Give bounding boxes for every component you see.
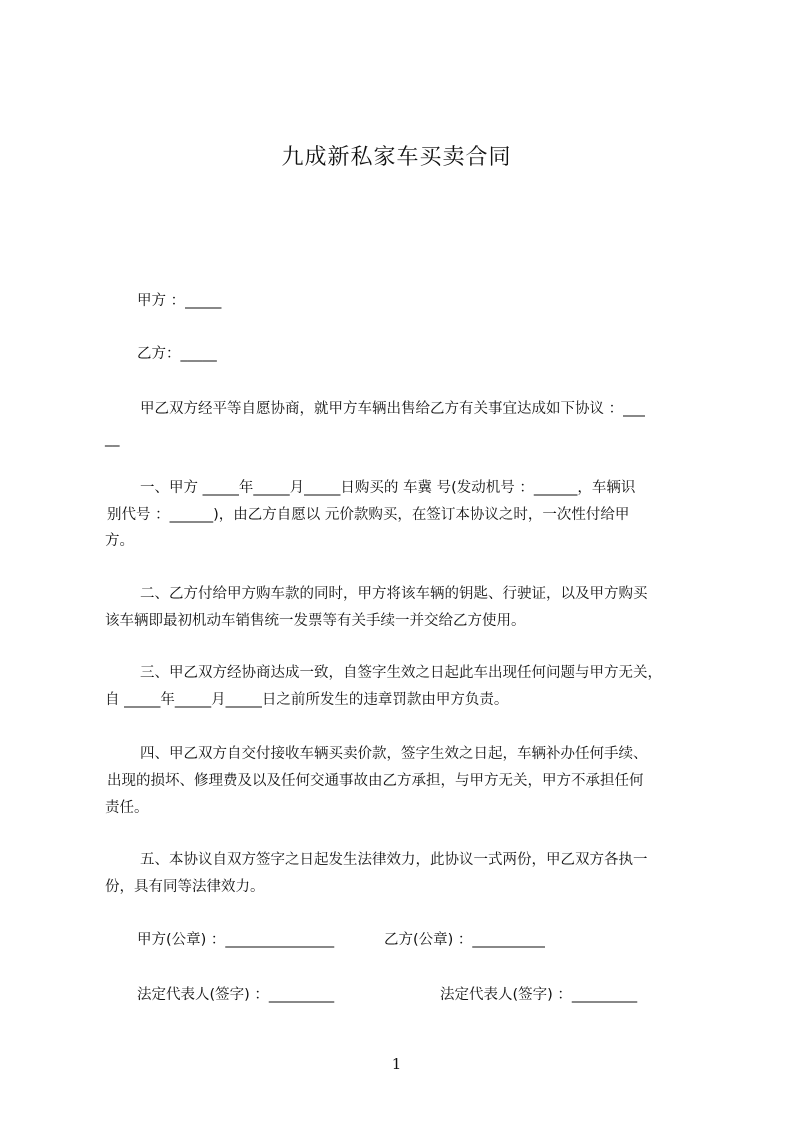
page-number: 1 [391, 1055, 402, 1073]
party-b-line: 乙方：_____ [137, 346, 217, 362]
clause-1-line-3: 方。 [105, 533, 134, 549]
clause-2-line-1: 二、乙方付给甲方购车款的同时，甲方将该车辆的钥匙、行驶证，以及甲方购买 [140, 586, 648, 602]
party-b-rep-line: 法定代表人(签字) ：_________ [440, 987, 638, 1003]
clause-1-line-2: 别代号 ：______)，由乙方自愿以 元价款购买，在签订本协议之时，一次性付给甲 [107, 507, 630, 523]
party-b-seal-line: 乙方(公章) ：__________ [384, 932, 545, 948]
clause-4-line-3: 责任。 [105, 800, 149, 816]
clause-2-line-2: 该车辆即最初机动车销售统一发票等有关手续一并交给乙方使用。 [105, 613, 526, 629]
clause-3-line-2: 自 _____年_____月_____日之前所发生的违章罚款由甲方负责。 [105, 692, 509, 708]
intro-line-2: __ [105, 431, 120, 447]
clause-3-line-1: 三、甲乙双方经协商达成一致，自签字生效之日起此车出现任何问题与甲方无关， [140, 665, 662, 681]
clause-5-line-1: 五、本协议自双方签字之日起发生法律效力，此协议一式两份，甲乙双方各执一 [140, 852, 648, 868]
party-a-line: 甲方 ：_____ [137, 293, 222, 309]
clause-4-line-2: 出现的损坏、修理费及以及任何交通事故由乙方承担，与甲方无关，甲方不承担任何 [107, 773, 644, 789]
intro-line-1: 甲乙双方经平等自愿协商，就甲方车辆出售给乙方有关事宜达成如下协议 ：___ [140, 401, 645, 417]
party-a-rep-line: 法定代表人(签字) ：_________ [137, 987, 335, 1003]
clause-1-line-1: 一、甲方 _____年_____月_____日购买的 车冀 号(发动机号 ：______，车辆识 [140, 480, 636, 496]
document-title: 九成新私家车买卖合同 [281, 145, 512, 170]
clause-5-line-2: 份，具有同等法律效力。 [105, 879, 265, 895]
party-a-seal-line: 甲方(公章) ：_______________ [137, 932, 335, 948]
clause-4-line-1: 四、甲乙双方自交付接收车辆买卖价款，签字生效之日起，车辆补办任何手续、 [140, 746, 648, 762]
